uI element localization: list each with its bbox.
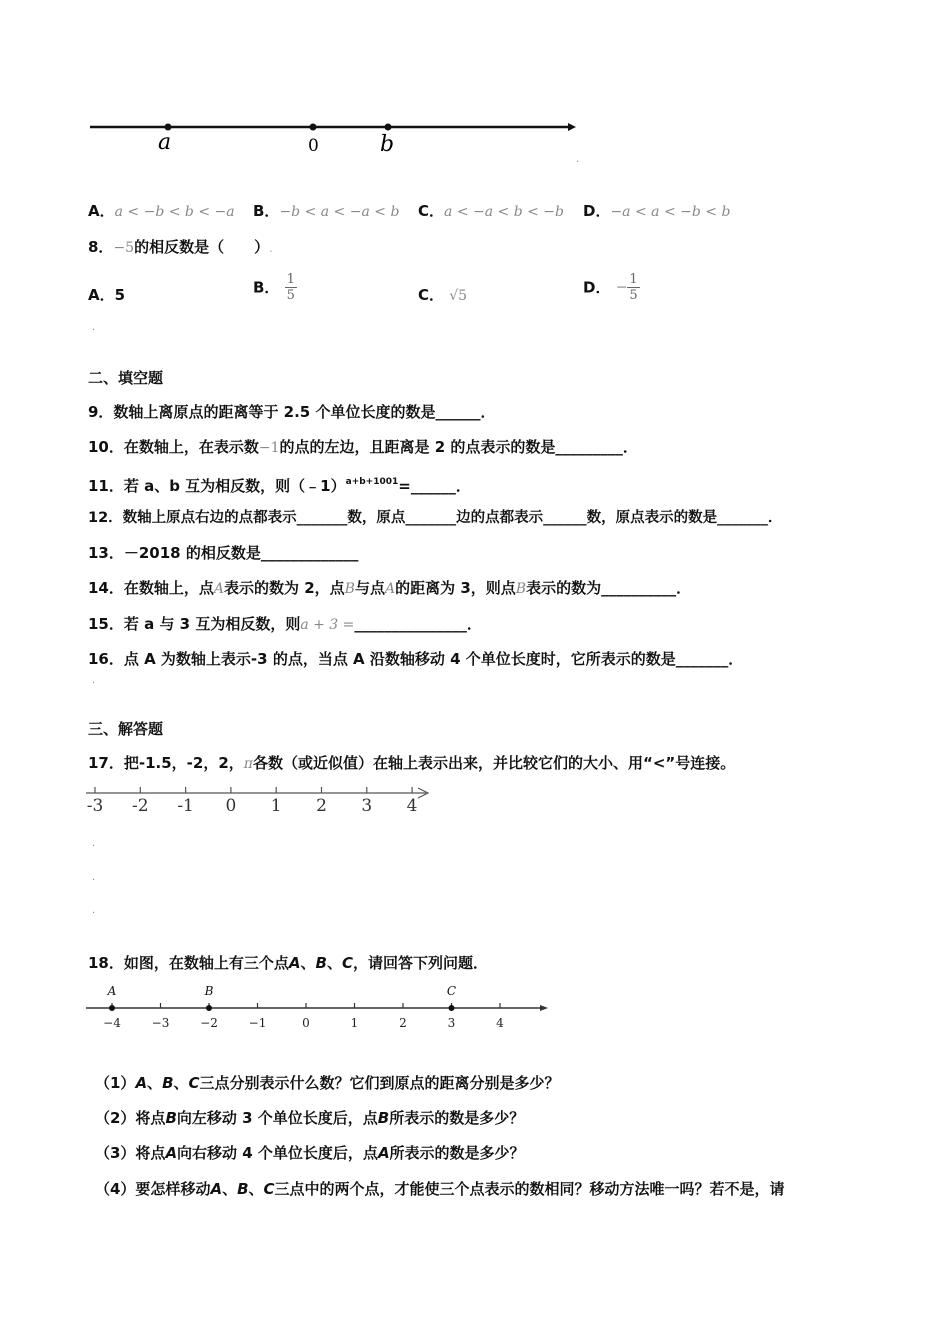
q18-tick-label-8: 4 bbox=[496, 1016, 504, 1030]
q14-question: 14．在数轴上，点A表示的数为 2，点B与点A的距离为 3，则点B表示的数为__________． bbox=[88, 579, 692, 597]
q7-option-d-expr: −a < a < −b < b bbox=[610, 204, 731, 220]
label-b: b bbox=[380, 132, 395, 157]
axis-arrow bbox=[568, 123, 576, 131]
q17-pi: π bbox=[243, 756, 253, 772]
q8-option-a[interactable]: A．5 bbox=[88, 286, 126, 304]
q18-number-line bbox=[82, 980, 552, 1040]
q17-tick-label-1: -2 bbox=[132, 796, 149, 816]
q8-question: 8．−5的相反数是（ ）. bbox=[88, 238, 273, 256]
q18-part3: （3）将点A向右移动 4 个单位长度后，点A所表示的数是多少？ bbox=[95, 1144, 525, 1162]
q18-point-A bbox=[109, 1005, 115, 1011]
q18-part1: （1）A、B、C三点分别表示什么数？它们到原点的距离分别是多少？ bbox=[95, 1074, 560, 1092]
q17-tick-label-4: 1 bbox=[270, 796, 282, 816]
q8-option-d[interactable]: D． − $\frac{1}{5}$ bbox=[583, 272, 638, 303]
q11-exponent: a+b+1001 bbox=[345, 477, 399, 487]
q8-expr: −5 bbox=[113, 240, 135, 256]
q8-option-c-sqrt: √5 bbox=[449, 288, 468, 304]
q8-option-d-fraction: $\frac{1}{5}$ bbox=[629, 272, 638, 303]
q8-option-c[interactable]: C． √5 bbox=[418, 286, 468, 304]
q18-tick-label-4: 0 bbox=[302, 1016, 310, 1030]
q7-option-a-expr: a < −b < b < −a bbox=[114, 204, 235, 220]
document-page: a 0 b . A．a < −b < b < −a B．−b < a < −a < b C．a < −a < b < −b D．−a < a < −b < b 8．−5的相反数是（ ）. A．5 B． $\frac{1}{5}$ C． √5 D． − $\frac{1}{5}$ . 二、填空题 9．数轴上离原点的距离等于 2.5 个单位长度的数是______． 10．在数轴上，在表示数−1的点的左边，且距离是 2 的点表示的数是_________． 11．若 a、b 互为相反数，则（﹣1）$^{a+b+1001}$=______． 12．数轴上原点右边的点都表示_______数，原点_______边的点都表示______数，原点表示的数是_______． 13．－2018 的相反数是_____________ 14．在数轴上，点A表示的数为 2，点B与点A的距离为 3，则点B表示的数为__________． 15．若 a 与 3 互为相反数，则a + 3 =_______________． 16．点 A 为数轴上表示-3 的点，当点 A 沿数轴移动 4 个单位长度时，它所表示的数是_______． . 三、解答题 17．把-1.5，-2，2，π各数（或近似值）在轴上表示出来，并比较它们的大小、用“<”号连接。 -3 -2 -1 0 1 2 3 4 . . . 18．如图，在数轴上有三个点A、B、C，请回答下列问题． −4 −3 −2 −1 0 1 2 3 4 A B C （1）A、B、C三点分别表示什么数？它们到原点的距离分别是多少？ （2）将点B向左移动 3 个单位长度后，点B所表示的数是多少？ （3）将点A向右移动 4 个单位长度后，点A所表示的数是多少？ （4）要怎样移动A、B、C三点中的两个点，才能使三个点表示的数相同？移动方法唯一吗？若不是，请 bbox=[0, 0, 950, 1344]
q18-axis-arrow bbox=[540, 1005, 548, 1011]
q8-option-b[interactable]: B． $\frac{1}{5}$ bbox=[253, 272, 295, 303]
q7-option-c[interactable]: C．a < −a < b < −b bbox=[418, 202, 564, 220]
label-0: 0 bbox=[308, 136, 319, 156]
q9-question: 9．数轴上离原点的距离等于 2.5 个单位长度的数是______． bbox=[88, 403, 496, 421]
q18-tick-label-3: −1 bbox=[248, 1016, 267, 1030]
q18-tick-label-0: −4 bbox=[103, 1016, 121, 1030]
q15-expr: a + 3 = bbox=[300, 617, 355, 633]
q18-part2: （2）将点B向左移动 3 个单位长度后，点B所表示的数是多少？ bbox=[95, 1109, 525, 1127]
label-a: a bbox=[158, 130, 172, 155]
q13-question: 13．－2018 的相反数是_____________ bbox=[88, 544, 359, 562]
q17-tick-label-7: 4 bbox=[406, 796, 418, 816]
q12-question: 12．数轴上原点右边的点都表示_______数，原点_______边的点都表示______数，原点表示的数是_______． bbox=[88, 510, 783, 526]
q18-point-label-B: B bbox=[204, 984, 214, 998]
q11-question: 11．若 a、b 互为相反数，则（﹣1）$^{a+b+1001}$=______． bbox=[88, 477, 471, 495]
q17-number-line bbox=[82, 783, 442, 819]
q18-tick-label-2: −2 bbox=[200, 1016, 218, 1030]
section-fill-in-blank-title: 二、填空题 bbox=[88, 369, 164, 387]
q17-question: 17．把-1.5，-2，2，π各数（或近似值）在轴上表示出来，并比较它们的大小、用“<”号连接。 bbox=[88, 754, 736, 772]
q17-tick-label-3: 0 bbox=[225, 796, 237, 816]
q7-option-d[interactable]: D．−a < a < −b < b bbox=[583, 202, 731, 220]
top-number-line bbox=[80, 110, 590, 170]
anchor-mark: . bbox=[576, 154, 580, 165]
q18-point-label-C: C bbox=[446, 984, 457, 998]
q7-option-b[interactable]: B．−b < a < −a < b bbox=[253, 202, 400, 220]
q18-tick-label-7: 3 bbox=[447, 1016, 456, 1030]
q7-option-a[interactable]: A．a < −b < b < −a bbox=[88, 202, 235, 220]
q10-question: 10．在数轴上，在表示数−1的点的左边，且距离是 2 的点表示的数是_________． bbox=[88, 438, 638, 456]
q17-tick-label-0: -3 bbox=[86, 796, 104, 816]
q17-tick-label-2: -1 bbox=[177, 796, 194, 816]
point-0 bbox=[310, 124, 317, 131]
q18-point-C bbox=[449, 1005, 455, 1011]
q17-tick-label-6: 3 bbox=[361, 796, 373, 816]
q16-question: 16．点 A 为数轴上表示-3 的点，当点 A 沿数轴移动 4 个单位长度时，它所表示的数是_______． bbox=[88, 650, 744, 668]
q18-tick-label-5: 1 bbox=[350, 1016, 359, 1030]
q17-tick-label-5: 2 bbox=[316, 796, 327, 816]
q18-part4: （4）要怎样移动A、B、C三点中的两个点，才能使三个点表示的数相同？移动方法唯一吗？若不是，请 bbox=[95, 1180, 785, 1198]
point-b bbox=[385, 124, 392, 131]
q7-option-b-expr: −b < a < −a < b bbox=[279, 204, 400, 220]
q8-option-b-fraction: $\frac{1}{5}$ bbox=[286, 272, 295, 303]
q18-tick-label-6: 2 bbox=[399, 1016, 407, 1030]
q18-tick-label-1: −3 bbox=[151, 1016, 170, 1030]
q7-option-c-expr: a < −a < b < −b bbox=[444, 204, 564, 220]
q15-question: 15．若 a 与 3 互为相反数，则a + 3 =_______________． bbox=[88, 615, 482, 633]
q18-point-label-A: A bbox=[107, 984, 117, 998]
section-solve-title: 三、解答题 bbox=[88, 720, 164, 738]
q10-expr: −1 bbox=[258, 440, 280, 456]
q18-point-B bbox=[206, 1005, 212, 1011]
q18-question: 18．如图，在数轴上有三个点A、B、C，请回答下列问题． bbox=[88, 954, 488, 972]
